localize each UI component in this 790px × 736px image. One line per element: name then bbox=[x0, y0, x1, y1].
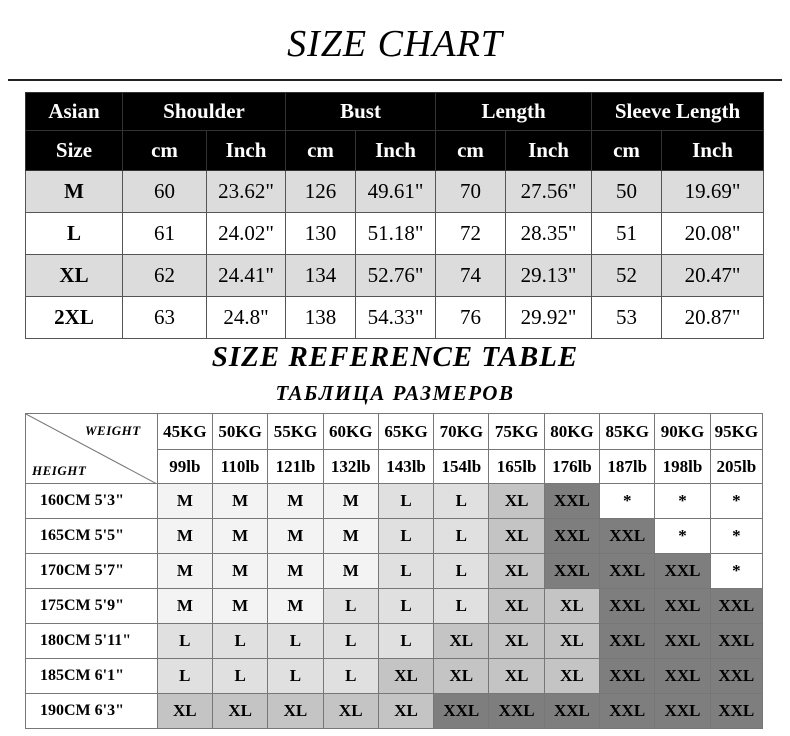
measurement-cell: 53 bbox=[592, 297, 662, 339]
weight-kg-header: 65KG bbox=[378, 414, 433, 450]
size-recommendation-cell: M bbox=[213, 589, 268, 624]
measurement-cell: 29.13" bbox=[506, 255, 592, 297]
size-recommendation-cell: M bbox=[323, 554, 378, 589]
size-recommendation-cell: M bbox=[268, 589, 323, 624]
size-chart-table bbox=[25, 92, 764, 339]
header-unit: Inch bbox=[506, 131, 592, 171]
table-row bbox=[26, 213, 764, 255]
size-recommendation-cell: L bbox=[378, 519, 433, 554]
size-recommendation-cell: XXL bbox=[489, 694, 544, 729]
measurement-cell: 51 bbox=[592, 213, 662, 255]
size-recommendation-cell: L bbox=[434, 554, 489, 589]
table-row bbox=[26, 255, 764, 297]
header-asian: Asian bbox=[26, 93, 123, 131]
size-reference-table bbox=[25, 413, 763, 729]
size-recommendation-cell: M bbox=[213, 484, 268, 519]
size-recommendation-cell: XXL bbox=[655, 694, 710, 729]
measurement-cell: 63 bbox=[123, 297, 207, 339]
size-recommendation-cell: L bbox=[378, 484, 433, 519]
size-recommendation-cell: XXL bbox=[655, 659, 710, 694]
size-recommendation-cell: L bbox=[434, 589, 489, 624]
table-row bbox=[26, 624, 763, 659]
measurement-cell: 19.69" bbox=[662, 171, 764, 213]
table-row bbox=[26, 484, 763, 519]
size-recommendation-cell: XXL bbox=[544, 694, 599, 729]
size-label: XL bbox=[26, 255, 123, 297]
size-recommendation-cell: L bbox=[323, 659, 378, 694]
weight-kg-header: 95KG bbox=[710, 414, 762, 450]
weight-lb-header: 121lb bbox=[268, 450, 323, 484]
weight-lb-header: 154lb bbox=[434, 450, 489, 484]
height-label-cell: 190CM 6'3" bbox=[26, 694, 158, 729]
size-recommendation-cell: XL bbox=[489, 484, 544, 519]
size-recommendation-cell: L bbox=[268, 659, 323, 694]
height-label-cell: 165CM 5'5" bbox=[26, 519, 158, 554]
weight-lb-header: 143lb bbox=[378, 450, 433, 484]
size-recommendation-cell: * bbox=[710, 484, 762, 519]
header-unit: cm bbox=[592, 131, 662, 171]
measurement-cell: 23.62" bbox=[207, 171, 286, 213]
measurement-cell: 72 bbox=[436, 213, 506, 255]
measurement-cell: 74 bbox=[436, 255, 506, 297]
size-recommendation-cell: * bbox=[710, 519, 762, 554]
table-row bbox=[26, 589, 763, 624]
size-recommendation-cell: XL bbox=[378, 694, 433, 729]
size-recommendation-cell: XL bbox=[157, 694, 212, 729]
measurement-cell: 61 bbox=[123, 213, 207, 255]
reference-corner-cell bbox=[26, 414, 158, 484]
size-recommendation-cell: XL bbox=[544, 624, 599, 659]
weight-lb-header: 187lb bbox=[600, 450, 655, 484]
size-recommendation-cell: M bbox=[213, 554, 268, 589]
size-recommendation-cell: XXL bbox=[655, 554, 710, 589]
size-recommendation-cell: L bbox=[434, 484, 489, 519]
table-row bbox=[26, 694, 763, 729]
height-label-cell: 175CM 5'9" bbox=[26, 589, 158, 624]
size-recommendation-cell: M bbox=[268, 484, 323, 519]
measurement-cell: 62 bbox=[123, 255, 207, 297]
measurement-cell: 27.56" bbox=[506, 171, 592, 213]
size-recommendation-cell: L bbox=[323, 589, 378, 624]
size-recommendation-cell: XXL bbox=[544, 554, 599, 589]
size-recommendation-cell: XXL bbox=[434, 694, 489, 729]
size-recommendation-cell: L bbox=[213, 624, 268, 659]
size-recommendation-cell: L bbox=[268, 624, 323, 659]
title-divider bbox=[8, 79, 782, 81]
size-recommendation-cell: XXL bbox=[655, 624, 710, 659]
weight-lb-header: 205lb bbox=[710, 450, 762, 484]
size-recommendation-cell: XL bbox=[489, 624, 544, 659]
size-recommendation-cell: XL bbox=[489, 589, 544, 624]
size-recommendation-cell: * bbox=[600, 484, 655, 519]
header-unit: cm bbox=[286, 131, 356, 171]
measurement-cell: 20.08" bbox=[662, 213, 764, 255]
weight-kg-header: 45KG bbox=[157, 414, 212, 450]
size-recommendation-cell: M bbox=[268, 519, 323, 554]
size-recommendation-cell: XL bbox=[544, 659, 599, 694]
size-recommendation-cell: XXL bbox=[710, 589, 762, 624]
header-unit: Inch bbox=[662, 131, 764, 171]
weight-lb-header: 132lb bbox=[323, 450, 378, 484]
size-recommendation-cell: L bbox=[323, 624, 378, 659]
size-recommendation-cell: XXL bbox=[600, 694, 655, 729]
size-recommendation-cell: L bbox=[378, 589, 433, 624]
size-recommendation-cell: * bbox=[655, 519, 710, 554]
weight-kg-header: 85KG bbox=[600, 414, 655, 450]
size-recommendation-cell: M bbox=[157, 589, 212, 624]
height-label-cell: 185CM 6'1" bbox=[26, 659, 158, 694]
weight-lb-header: 110lb bbox=[213, 450, 268, 484]
header-size: Size bbox=[26, 131, 123, 171]
size-recommendation-cell: XL bbox=[378, 659, 433, 694]
measurement-cell: 138 bbox=[286, 297, 356, 339]
measurement-cell: 60 bbox=[123, 171, 207, 213]
measurement-cell: 134 bbox=[286, 255, 356, 297]
size-recommendation-cell: XXL bbox=[600, 659, 655, 694]
size-recommendation-cell: L bbox=[434, 519, 489, 554]
measurement-cell: 20.87" bbox=[662, 297, 764, 339]
size-recommendation-cell: XL bbox=[544, 589, 599, 624]
size-recommendation-cell: XXL bbox=[710, 659, 762, 694]
weight-kg-header: 80KG bbox=[544, 414, 599, 450]
weight-lb-header: 176lb bbox=[544, 450, 599, 484]
weight-kg-header: 90KG bbox=[655, 414, 710, 450]
header-unit: Inch bbox=[356, 131, 436, 171]
weight-kg-header: 60KG bbox=[323, 414, 378, 450]
measurement-cell: 49.61" bbox=[356, 171, 436, 213]
measurement-cell: 51.18" bbox=[356, 213, 436, 255]
size-recommendation-cell: M bbox=[323, 519, 378, 554]
weight-label: WEIGHT bbox=[84, 423, 141, 438]
measurement-cell: 52 bbox=[592, 255, 662, 297]
header-unit: Inch bbox=[207, 131, 286, 171]
header-bust: Bust bbox=[286, 93, 436, 131]
page-title: SIZE CHART bbox=[287, 23, 503, 65]
weight-kg-header: 70KG bbox=[434, 414, 489, 450]
size-label: L bbox=[26, 213, 123, 255]
size-recommendation-cell: XXL bbox=[600, 554, 655, 589]
size-recommendation-cell: XL bbox=[268, 694, 323, 729]
weight-lb-header: 99lb bbox=[157, 450, 212, 484]
header-shoulder: Shoulder bbox=[123, 93, 286, 131]
height-label: HEIGHT bbox=[32, 463, 87, 478]
height-label-cell: 180CM 5'11" bbox=[26, 624, 158, 659]
header-length: Length bbox=[436, 93, 592, 131]
size-recommendation-cell: XL bbox=[489, 519, 544, 554]
size-recommendation-cell: L bbox=[378, 624, 433, 659]
size-recommendation-cell: XXL bbox=[544, 484, 599, 519]
size-recommendation-cell: XXL bbox=[544, 519, 599, 554]
measurement-cell: 52.76" bbox=[356, 255, 436, 297]
measurement-cell: 20.47" bbox=[662, 255, 764, 297]
size-label: M bbox=[26, 171, 123, 213]
table-row bbox=[26, 554, 763, 589]
weight-kg-header: 75KG bbox=[489, 414, 544, 450]
size-recommendation-cell: L bbox=[213, 659, 268, 694]
size-recommendation-cell: L bbox=[157, 659, 212, 694]
size-recommendation-cell: M bbox=[157, 484, 212, 519]
height-label-cell: 170CM 5'7" bbox=[26, 554, 158, 589]
weight-kg-header: 55KG bbox=[268, 414, 323, 450]
size-recommendation-cell: XXL bbox=[655, 589, 710, 624]
measurement-cell: 50 bbox=[592, 171, 662, 213]
size-recommendation-cell: XL bbox=[489, 659, 544, 694]
size-recommendation-cell: * bbox=[710, 554, 762, 589]
measurement-cell: 126 bbox=[286, 171, 356, 213]
measurement-cell: 28.35" bbox=[506, 213, 592, 255]
reference-title: SIZE REFERENCE TABLE bbox=[211, 341, 579, 373]
size-recommendation-cell: M bbox=[157, 554, 212, 589]
table-row bbox=[26, 659, 763, 694]
measurement-cell: 76 bbox=[436, 297, 506, 339]
reference-subtitle: ТАБЛИЦА РАЗМЕРОВ bbox=[275, 381, 515, 405]
size-label: 2XL bbox=[26, 297, 123, 339]
measurement-cell: 70 bbox=[436, 171, 506, 213]
size-recommendation-cell: XL bbox=[434, 659, 489, 694]
header-unit: cm bbox=[123, 131, 207, 171]
size-recommendation-cell: XL bbox=[434, 624, 489, 659]
measurement-cell: 29.92" bbox=[506, 297, 592, 339]
size-recommendation-cell: M bbox=[213, 519, 268, 554]
table-row bbox=[26, 519, 763, 554]
size-recommendation-cell: XL bbox=[489, 554, 544, 589]
size-recommendation-cell: XXL bbox=[710, 694, 762, 729]
weight-lb-header: 165lb bbox=[489, 450, 544, 484]
size-recommendation-cell: XL bbox=[213, 694, 268, 729]
measurement-cell: 24.8" bbox=[207, 297, 286, 339]
size-recommendation-cell: XXL bbox=[600, 589, 655, 624]
size-recommendation-cell: XL bbox=[323, 694, 378, 729]
header-unit: cm bbox=[436, 131, 506, 171]
table-row bbox=[26, 297, 764, 339]
measurement-cell: 130 bbox=[286, 213, 356, 255]
size-recommendation-cell: XXL bbox=[600, 519, 655, 554]
measurement-cell: 24.02" bbox=[207, 213, 286, 255]
weight-lb-header: 198lb bbox=[655, 450, 710, 484]
table-row bbox=[26, 171, 764, 213]
size-recommendation-cell: M bbox=[268, 554, 323, 589]
weight-kg-header: 50KG bbox=[213, 414, 268, 450]
size-recommendation-cell: XXL bbox=[600, 624, 655, 659]
measurement-cell: 24.41" bbox=[207, 255, 286, 297]
size-recommendation-cell: M bbox=[323, 484, 378, 519]
size-recommendation-cell: L bbox=[378, 554, 433, 589]
size-recommendation-cell: L bbox=[157, 624, 212, 659]
size-recommendation-cell: M bbox=[157, 519, 212, 554]
size-recommendation-cell: XXL bbox=[710, 624, 762, 659]
height-label-cell: 160CM 5'3" bbox=[26, 484, 158, 519]
size-recommendation-cell: * bbox=[655, 484, 710, 519]
header-sleeve-length: Sleeve Length bbox=[592, 93, 764, 131]
measurement-cell: 54.33" bbox=[356, 297, 436, 339]
